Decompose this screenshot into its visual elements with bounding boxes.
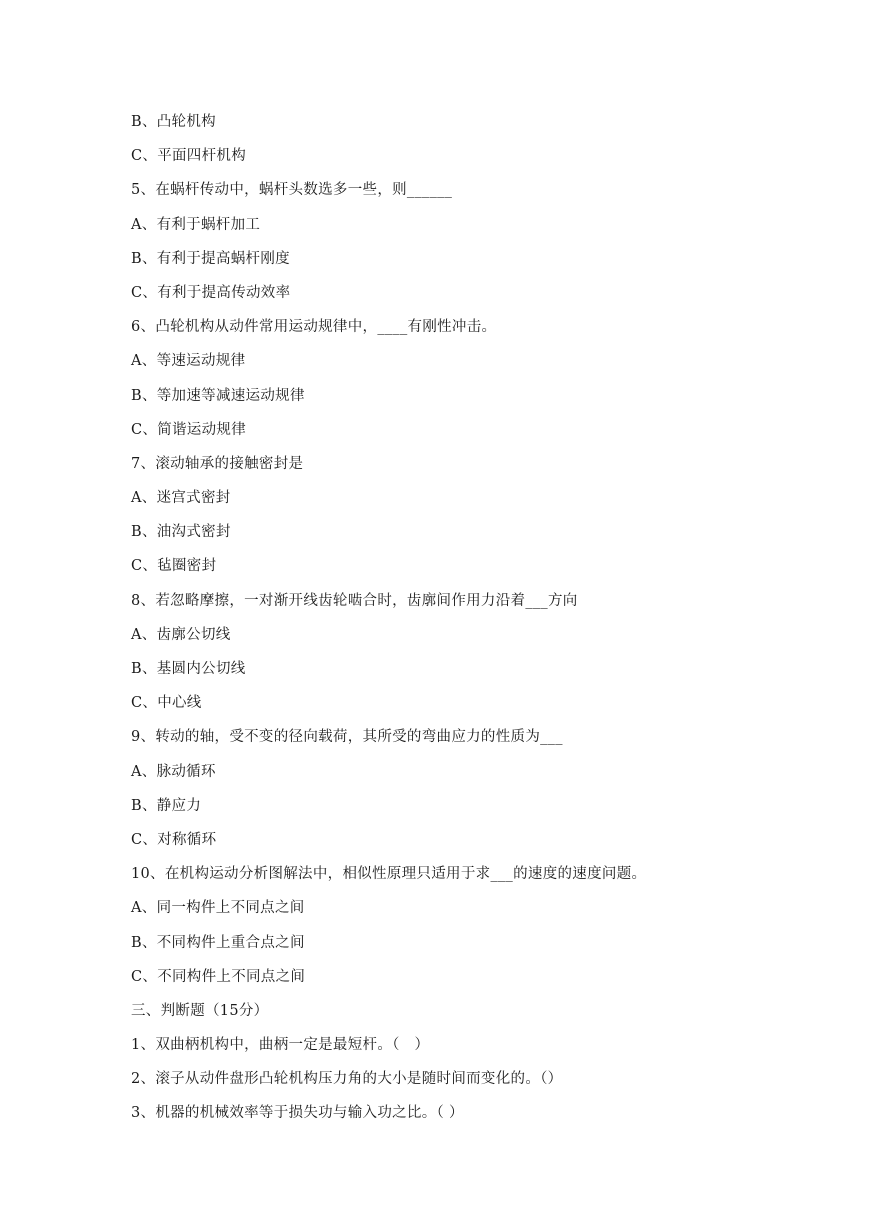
text-line-option-c-four-bar: C、平面四杆机构: [131, 148, 246, 165]
true-false-item-3: 3、机器的机械效率等于损失功与输入功之比。（ ）: [131, 1105, 464, 1122]
question-7-option-a: A、迷宫式密封: [131, 490, 231, 507]
question-5-option-b: B、有利于提高蜗杆刚度: [131, 250, 290, 267]
question-10: 10、在机构运动分析图解法中，相似性原理只适用于求___的速度的速度问题。: [131, 866, 647, 883]
question-10-option-b: B、不同构件上重合点之间: [131, 934, 305, 951]
question-8-option-b: B、基圆内公切线: [131, 661, 246, 677]
question-9-option-c: C、对称循环: [131, 831, 217, 848]
question-5-option-c: C、有利于提高传动效率: [131, 284, 291, 301]
question-9-option-b: B、静应力: [131, 797, 202, 814]
question-6-option-c: C、简谐运动规律: [131, 421, 246, 438]
question-5: 5、在蜗杆传动中，蜗杆头数选多一些，则______: [131, 182, 453, 199]
question-6-option-a: A、等速运动规律: [131, 353, 246, 370]
question-9-option-a: A、脉动循环: [131, 763, 216, 780]
section-heading-true-false: 三、判断题（15分）: [131, 1002, 269, 1019]
document-body: [131, 112, 831, 1138]
question-9: 9、转动的轴，受不变的径向载荷，其所受的弯曲应力的性质为___: [131, 729, 563, 746]
question-8-option-a: A、齿廓公切线: [131, 626, 231, 643]
question-6: 6、凸轮机构从动件常用运动规律中，____有刚性冲击。: [131, 319, 497, 336]
question-8: 8、若忽略摩擦，一对渐开线齿轮啮合时，齿廓间作用力沿着___方向: [131, 592, 578, 609]
question-6-option-b: B、等加速等减速运动规律: [131, 387, 305, 404]
question-7: 7、滚动轴承的接触密封是: [131, 455, 304, 472]
question-8-option-c: C、中心线: [131, 695, 202, 712]
true-false-item-2: 2、滚子从动件盘形凸轮机构压力角的大小是随时间而变化的。（）: [131, 1071, 563, 1088]
question-5-option-a: A、有利于蜗杆加工: [131, 216, 261, 233]
question-7-option-c: C、毡圈密封: [131, 558, 217, 575]
text-line-option-b-cam: B、凸轮机构: [131, 114, 216, 130]
true-false-item-1: 1、双曲柄机构中，曲柄一定是最短杆。（ ）: [131, 1037, 430, 1054]
question-10-option-c: C、不同构件上不同点之间: [131, 968, 306, 985]
question-7-option-b: B、油沟式密封: [131, 524, 231, 541]
question-10-option-a: A、同一构件上不同点之间: [131, 900, 305, 917]
